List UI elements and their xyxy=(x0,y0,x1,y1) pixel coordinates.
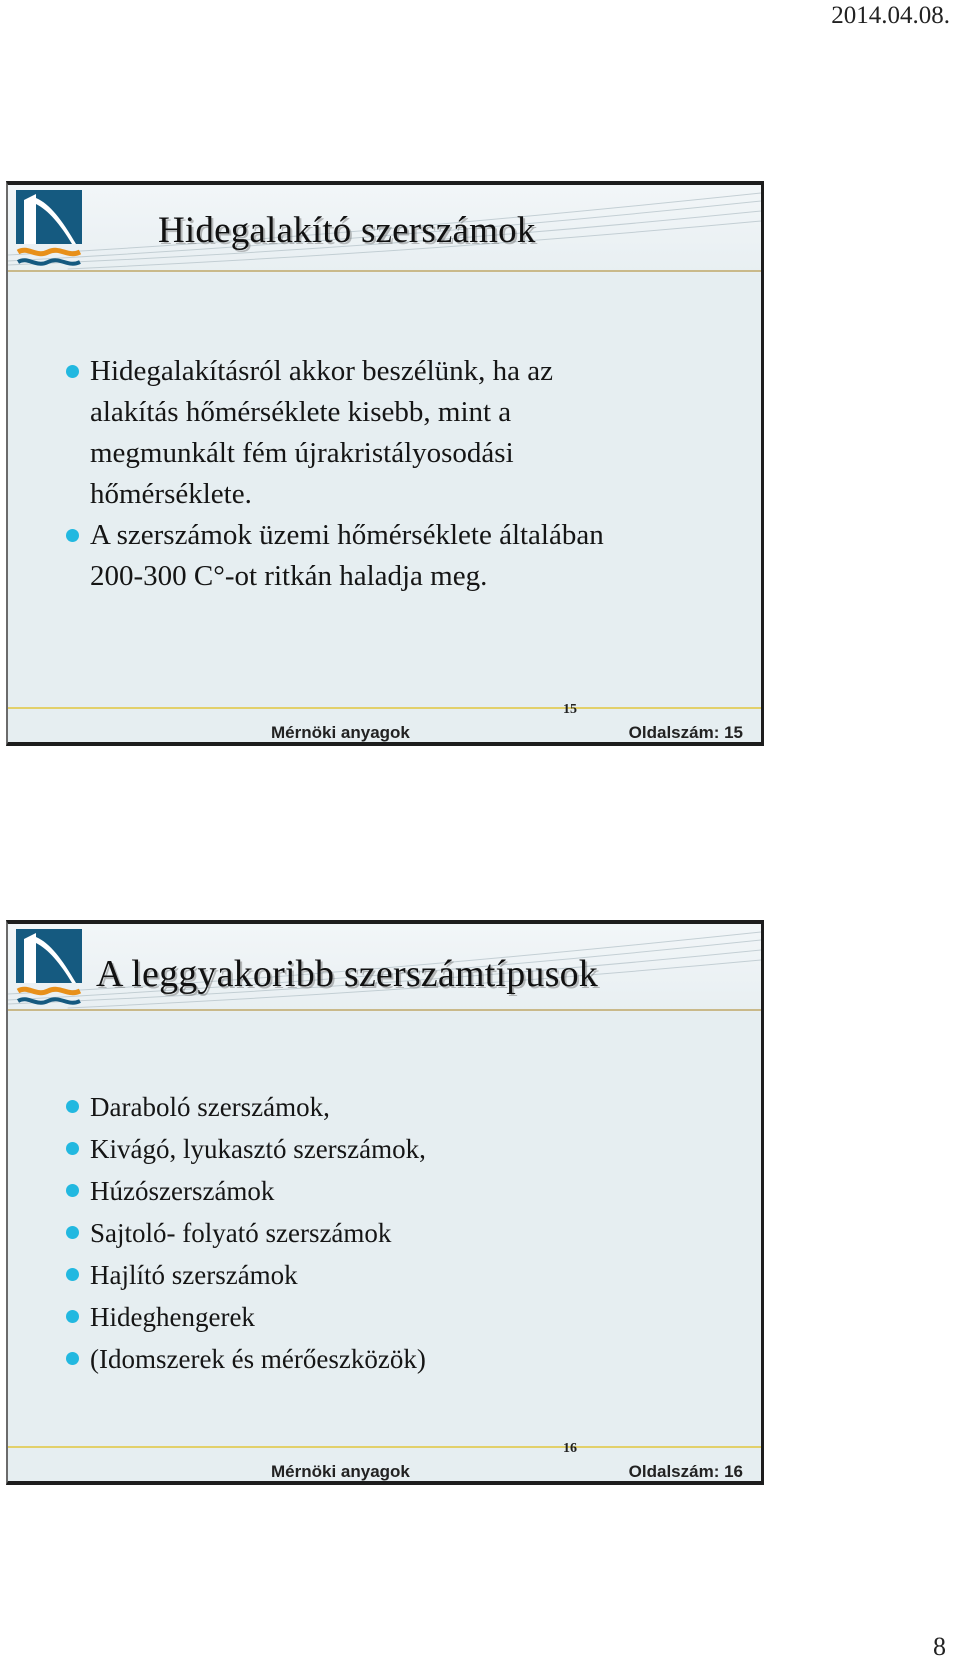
bullet-item: Hajlító szerszámok xyxy=(66,1254,726,1296)
bullet-item: Hidegalakításról akkor beszélünk, ha az alakítás hőmérséklete kisebb, mint a megmunkált fém újrakristályosodási hőmérséklete. xyxy=(66,351,626,515)
bullet-item: Kivágó, lyukasztó szerszámok, xyxy=(66,1128,726,1170)
title-divider xyxy=(8,270,761,272)
print-date: 2014.04.08. xyxy=(831,2,950,29)
bullet-item: Daraboló szerszámok, xyxy=(66,1086,726,1128)
slide-title: A leggyakoribb szerszámtípusok xyxy=(96,953,599,995)
footer-slide-number: 16 xyxy=(563,1441,577,1456)
title-divider xyxy=(8,1009,761,1011)
footer-divider xyxy=(8,1446,761,1448)
slide-hidegalakito xyxy=(6,181,764,746)
bullet-item: A szerszámok üzemi hőmérséklete általában 200-300 C°-ot ritkán haladja meg. xyxy=(66,515,626,597)
footer-course-name: Mérnöki anyagok xyxy=(271,1462,410,1481)
slide-title: Hidegalakító szerszámok xyxy=(158,210,536,251)
bullet-item: Húzószerszámok xyxy=(66,1170,726,1212)
bullet-list xyxy=(66,1086,726,1380)
footer-divider xyxy=(8,707,761,709)
footer-page-label: Oldalszám: 15 xyxy=(628,723,743,742)
bullet-item: (Idomszerek és mérőeszközök) xyxy=(66,1338,726,1380)
university-logo-icon xyxy=(16,190,82,268)
bullet-item: Sajtoló- folyató szerszámok xyxy=(66,1212,726,1254)
footer-slide-number: 15 xyxy=(563,702,577,717)
slide-szerszamtipusok xyxy=(6,920,764,1485)
footer-page-label: Oldalszám: 16 xyxy=(628,1462,743,1481)
page-number: 8 xyxy=(933,1632,946,1661)
bullet-item: Hideghengerek xyxy=(66,1296,726,1338)
bullet-list xyxy=(66,351,626,597)
footer-course-name: Mérnöki anyagok xyxy=(271,723,410,742)
university-logo-icon xyxy=(16,929,82,1007)
